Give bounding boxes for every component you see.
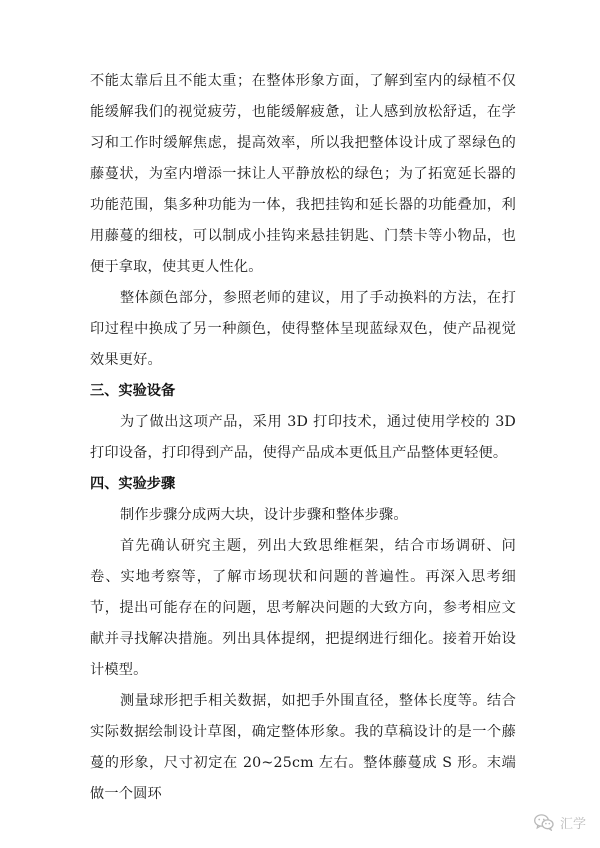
heading-experiment-steps: 四、实验步骤	[90, 476, 176, 492]
heading-experiment-equipment: 三、实验设备	[90, 383, 176, 399]
paragraph-3d-printing: 为了做出这项产品，采用 3D 打印技术，通过使用学校的 3D 打印设备，打印得到产品，使得产品成本更低且产品整体更轻便。	[90, 414, 516, 461]
wechat-icon	[534, 814, 554, 831]
paragraph-measurement-sketch: 测量球形把手相关数据，如把手外围直径，整体长度等。结合实际数据绘制设计草图，确定整体形象。我的草稿设计的是一个藤蔓的形象，尺寸初定在 20~25cm 左右。整体藤蔓成 S 形。末端做一个圆环	[90, 693, 516, 802]
watermark-text: 汇学	[559, 817, 586, 832]
paragraph-green-vine-design: 不能太靠后且不能太重；在整体形象方面，了解到室内的绿植不仅能缓解我们的视觉疲劳，也能缓解疲惫，让人感到放松舒适，在学习和工作时缓解焦虑，提高效率，所以我把整体设计成了翠绿色的藤蔓状，为室内增添一抹让人平静放松的绿色；为了拓宽延长器的功能范围，集多种功能为一体，我把挂钩和延长器的功能叠加，利用藤蔓的细枝，可以制成小挂钩来悬挂钥匙、门禁卡等小物品，也便于拿取，使其更人性化。	[90, 73, 516, 275]
paragraph-color-change: 整体颜色部分，参照老师的建议，用了手动换料的方法，在打印过程中换成了另一种颜色，使得整体呈现蓝绿双色，使产品视觉效果更好。	[90, 290, 516, 368]
paragraph-steps-overview: 制作步骤分成两大块，设计步骤和整体步骤。	[120, 507, 408, 523]
paragraph-research-process: 首先确认研究主题，列出大致思维框架，结合市场调研、问卷、实地考察等，了解市场现状和问题的普遍性。再深入思考细节，提出可能存在的问题，思考解决问题的大致方向，参考相应文献并寻找解决措施。列出具体提纲，把提纲进行细化。接着开始设计模型。	[90, 538, 516, 678]
document-body	[90, 66, 516, 810]
watermark	[534, 813, 586, 832]
